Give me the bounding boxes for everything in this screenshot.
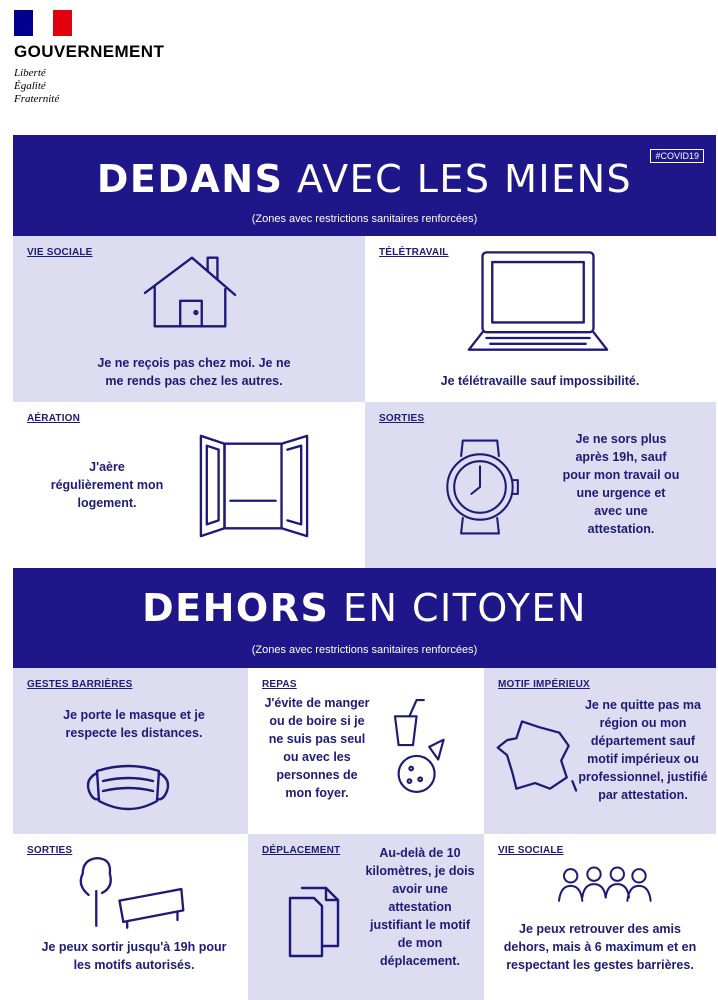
motto: Liberté Égalité Fraternité <box>14 67 60 105</box>
tile-vie-sociale: VIE SOCIALE Je ne reçois pas chez moi. Je ne me rends pas chez les autres. <box>13 236 365 402</box>
section-dedans-subtitle: (Zones avec restrictions sanitaires renforcées) <box>251 213 478 225</box>
park-icon <box>75 852 191 930</box>
section-dehors-subtitle: (Zones avec restrictions sanitaires renforcées) <box>251 644 478 656</box>
tile-sorties-dehors: SORTIES Je peux sortir jusqu'à 19h pour les motifs autorisés. <box>13 834 248 1000</box>
france-map-icon <box>494 714 578 798</box>
section-dehors-banner <box>13 568 716 668</box>
laptop-icon <box>465 246 611 358</box>
documents-icon <box>284 884 344 964</box>
group-icon <box>554 864 654 906</box>
tile-sorties-dedans: SORTIES Je ne sors plus après 19h, sauf pour mon travail ou une urgence et avec une attestation. <box>365 402 716 568</box>
brand-name: GOUVERNEMENT <box>14 42 165 61</box>
tile-repas: REPAS J'évite de manger ou de boire si je ne suis pas seul ou avec les personnes de mon foyer. <box>248 668 484 834</box>
government-logo <box>14 10 164 106</box>
house-icon <box>141 250 239 332</box>
tile-teletravail: TÉLÉTRAVAIL Je télétravaille sauf impossibilité. <box>365 236 716 402</box>
watch-icon <box>437 428 523 546</box>
tile-motif-imperieux: MOTIF IMPÉRIEUX Je ne quitte pas ma région ou mon département sauf motif impérieux ou professionnel, justifié par attestation. <box>484 668 716 834</box>
mask-icon <box>83 758 173 820</box>
tile-vie-sociale-dehors: VIE SOCIALE Je peux retrouver des amis dehors, mais à 6 maximum et en respectant les gestes barrières. <box>484 834 716 1000</box>
section-dedans-title: DEDANS AVEC LES MIENS <box>96 157 633 201</box>
marianne-flag-icon <box>14 10 72 36</box>
tile-gestes-barrieres: GESTES BARRIÈRES Je porte le masque et je respecte les distances. <box>13 668 248 834</box>
hashtag-badge: #COVID19 <box>650 149 704 163</box>
tile-aeration: AÉRATION J'aère régulièrement mon logement. <box>13 402 365 568</box>
section-dedans-banner <box>13 135 716 236</box>
section-dehors-title: DEHORS EN CITOYEN <box>142 586 587 630</box>
food-icon <box>386 694 458 798</box>
tile-deplacement: DÉPLACEMENT Au-delà de 10 kilomètres, je dois avoir une attestation justifiant le motif de mon déplacement. <box>248 834 484 1000</box>
window-icon <box>195 430 313 542</box>
